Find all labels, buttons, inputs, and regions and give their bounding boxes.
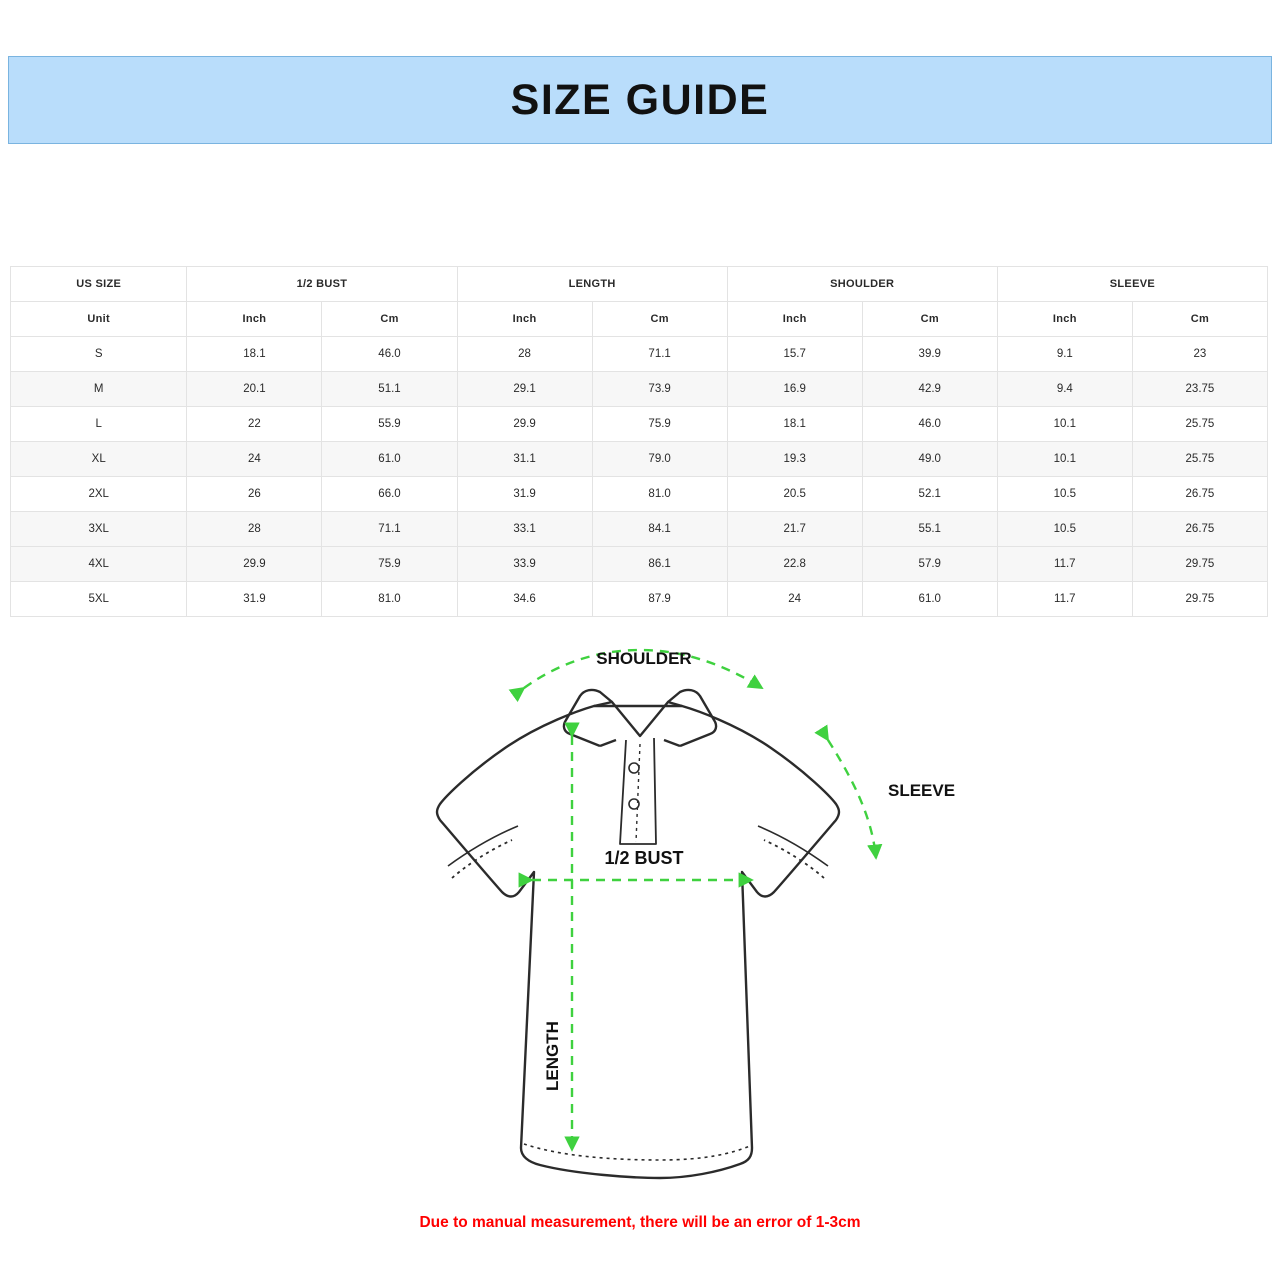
unit-length-cm: Cm: [592, 302, 727, 337]
cell-sleeve-inch: 10.1: [997, 442, 1132, 477]
cell-sleeve-inch: 9.1: [997, 337, 1132, 372]
length-label: LENGTH: [543, 1021, 562, 1091]
cell-length-cm: 79.0: [592, 442, 727, 477]
polo-shirt-illustration: [437, 690, 839, 1178]
cell-size: 3XL: [11, 512, 187, 547]
cell-length-cm: 81.0: [592, 477, 727, 512]
cell-shoulder-cm: 46.0: [862, 407, 997, 442]
cell-shoulder-inch: 21.7: [727, 512, 862, 547]
page-title: SIZE GUIDE: [510, 75, 770, 124]
cell-sleeve-inch: 9.4: [997, 372, 1132, 407]
table-row: [11, 372, 1268, 407]
cell-length-inch: 29.9: [457, 407, 592, 442]
cell-size: 5XL: [11, 582, 187, 617]
table-row: [11, 477, 1268, 512]
cell-shoulder-cm: 57.9: [862, 547, 997, 582]
cell-shoulder-cm: 49.0: [862, 442, 997, 477]
unit-length-inch: Inch: [457, 302, 592, 337]
cell-length-inch: 31.9: [457, 477, 592, 512]
cell-length-cm: 71.1: [592, 337, 727, 372]
cell-bust-cm: 55.9: [322, 407, 457, 442]
table-header-row: [11, 267, 1268, 302]
unit-bust-cm: Cm: [322, 302, 457, 337]
cell-bust-cm: 51.1: [322, 372, 457, 407]
cell-sleeve-cm: 26.75: [1132, 477, 1267, 512]
table-row: [11, 582, 1268, 617]
cell-sleeve-cm: 29.75: [1132, 547, 1267, 582]
cell-sleeve-inch: 10.5: [997, 477, 1132, 512]
cell-bust-cm: 81.0: [322, 582, 457, 617]
cell-length-cm: 84.1: [592, 512, 727, 547]
cell-shoulder-inch: 22.8: [727, 547, 862, 582]
header-us-size: US SIZE: [11, 267, 187, 302]
sleeve-measure-arrow: [828, 740, 876, 858]
cell-length-inch: 29.1: [457, 372, 592, 407]
cell-bust-cm: 66.0: [322, 477, 457, 512]
header-half-bust: 1/2 BUST: [187, 267, 457, 302]
cell-shoulder-cm: 55.1: [862, 512, 997, 547]
cell-length-inch: 31.1: [457, 442, 592, 477]
table-unit-row: [11, 302, 1268, 337]
cell-bust-inch: 28: [187, 512, 322, 547]
cell-bust-cm: 61.0: [322, 442, 457, 477]
cell-length-cm: 86.1: [592, 547, 727, 582]
cell-shoulder-inch: 24: [727, 582, 862, 617]
cell-bust-inch: 18.1: [187, 337, 322, 372]
cell-bust-inch: 26: [187, 477, 322, 512]
header-sleeve: SLEEVE: [997, 267, 1267, 302]
size-chart-table: [10, 266, 1268, 617]
cell-bust-cm: 46.0: [322, 337, 457, 372]
cell-shoulder-cm: 61.0: [862, 582, 997, 617]
table-row: [11, 547, 1268, 582]
cell-sleeve-cm: 23.75: [1132, 372, 1267, 407]
sleeve-label: SLEEVE: [888, 781, 956, 800]
header-shoulder: SHOULDER: [727, 267, 997, 302]
cell-bust-inch: 29.9: [187, 547, 322, 582]
cell-shoulder-inch: 16.9: [727, 372, 862, 407]
cell-length-inch: 33.9: [457, 547, 592, 582]
cell-length-inch: 34.6: [457, 582, 592, 617]
cell-sleeve-inch: 10.5: [997, 512, 1132, 547]
size-chart-table-container: [10, 266, 1268, 617]
cell-size: 4XL: [11, 547, 187, 582]
cell-length-inch: 28: [457, 337, 592, 372]
unit-shoulder-inch: Inch: [727, 302, 862, 337]
cell-shoulder-cm: 39.9: [862, 337, 997, 372]
cell-bust-inch: 22: [187, 407, 322, 442]
cell-shoulder-inch: 15.7: [727, 337, 862, 372]
unit-label: Unit: [11, 302, 187, 337]
cell-size: S: [11, 337, 187, 372]
cell-sleeve-inch: 11.7: [997, 582, 1132, 617]
cell-shoulder-cm: 42.9: [862, 372, 997, 407]
shoulder-label: SHOULDER: [596, 649, 692, 668]
table-row: [11, 337, 1268, 372]
cell-sleeve-cm: 25.75: [1132, 442, 1267, 477]
cell-length-inch: 33.1: [457, 512, 592, 547]
unit-sleeve-inch: Inch: [997, 302, 1132, 337]
unit-shoulder-cm: Cm: [862, 302, 997, 337]
cell-bust-inch: 20.1: [187, 372, 322, 407]
cell-shoulder-inch: 20.5: [727, 477, 862, 512]
unit-bust-inch: Inch: [187, 302, 322, 337]
cell-shoulder-inch: 19.3: [727, 442, 862, 477]
cell-shoulder-inch: 18.1: [727, 407, 862, 442]
size-guide-banner: [8, 56, 1272, 144]
cell-sleeve-inch: 11.7: [997, 547, 1132, 582]
cell-bust-cm: 71.1: [322, 512, 457, 547]
table-row: [11, 512, 1268, 547]
cell-sleeve-cm: 29.75: [1132, 582, 1267, 617]
half-bust-label: 1/2 BUST: [604, 848, 684, 868]
cell-size: XL: [11, 442, 187, 477]
cell-shoulder-cm: 52.1: [862, 477, 997, 512]
cell-length-cm: 75.9: [592, 407, 727, 442]
cell-size: L: [11, 407, 187, 442]
unit-sleeve-cm: Cm: [1132, 302, 1267, 337]
cell-bust-inch: 24: [187, 442, 322, 477]
cell-size: 2XL: [11, 477, 187, 512]
cell-bust-cm: 75.9: [322, 547, 457, 582]
cell-sleeve-cm: 26.75: [1132, 512, 1267, 547]
cell-sleeve-cm: 23: [1132, 337, 1267, 372]
cell-length-cm: 87.9: [592, 582, 727, 617]
cell-size: M: [11, 372, 187, 407]
cell-bust-inch: 31.9: [187, 582, 322, 617]
measurement-diagram: [0, 628, 1280, 1208]
header-length: LENGTH: [457, 267, 727, 302]
cell-sleeve-cm: 25.75: [1132, 407, 1267, 442]
measurement-disclaimer: Due to manual measurement, there will be an error of 1-3cm: [419, 1214, 861, 1231]
cell-sleeve-inch: 10.1: [997, 407, 1132, 442]
cell-length-cm: 73.9: [592, 372, 727, 407]
table-row: [11, 407, 1268, 442]
table-row: [11, 442, 1268, 477]
